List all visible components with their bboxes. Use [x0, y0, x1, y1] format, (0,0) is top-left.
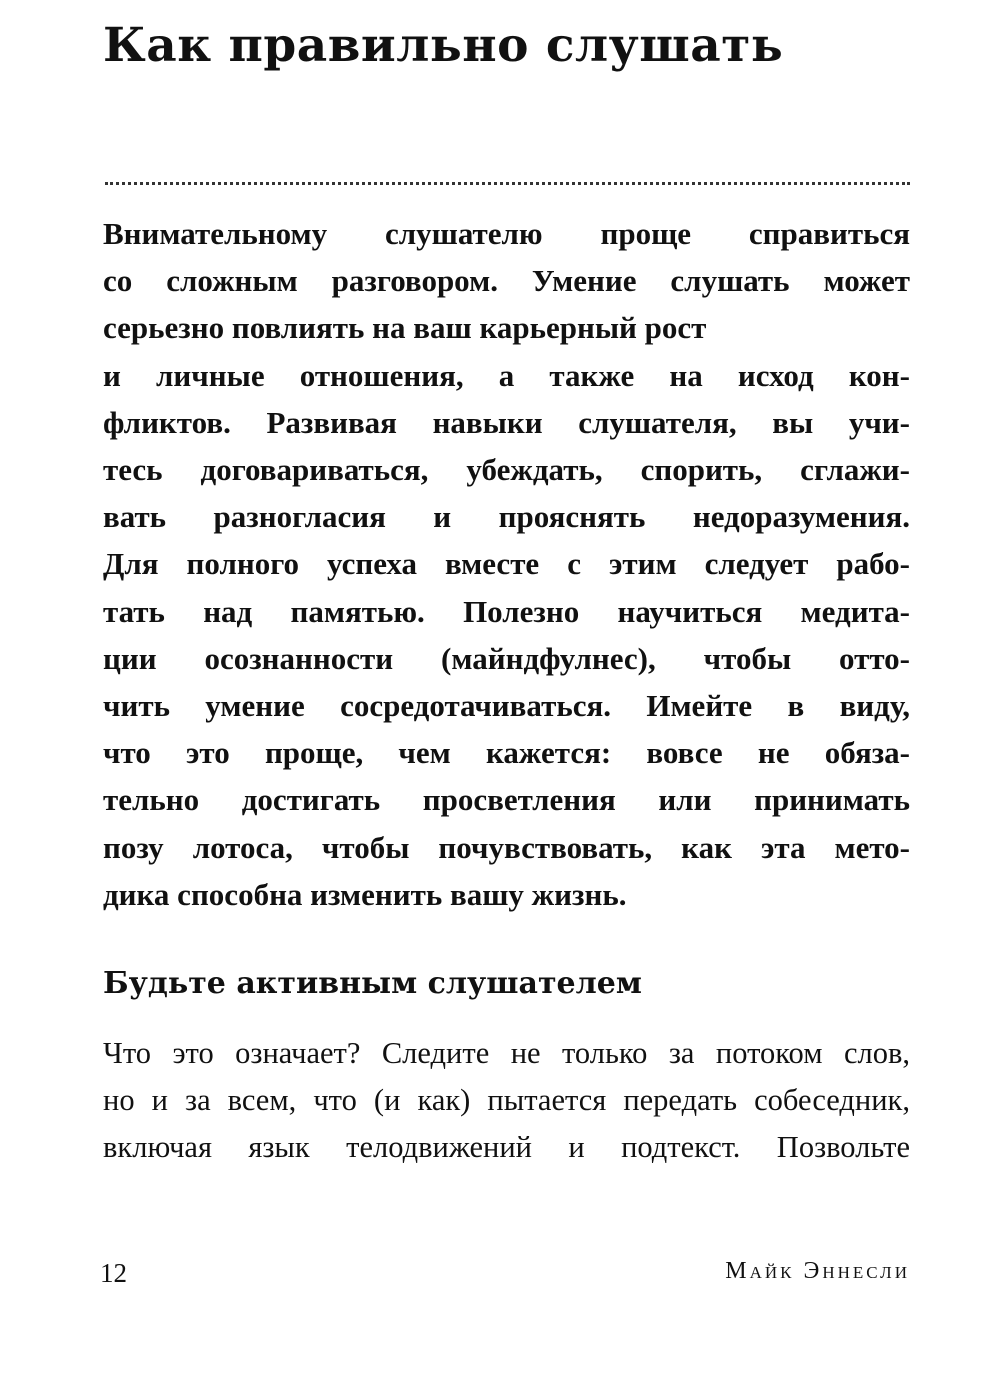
text-line: Внимательному слушателю проще справиться	[103, 216, 910, 251]
text-line: позу лотоса, чтобы почувствовать, как эта мето-	[103, 829, 910, 865]
text-line: Для полного успеха вместе с этим следует рабо-	[103, 546, 910, 582]
text-line: чить умение сосредотачиваться. Имейте в виду,	[103, 688, 910, 724]
text-line: со сложным разговором. Умение слушать может	[103, 263, 910, 299]
text-line: тать над памятью. Полезно научиться медита-	[103, 593, 910, 629]
text-line: включая язык телодвижений и подтекст. Позвольте	[103, 1130, 910, 1164]
page-number: 12	[100, 1258, 127, 1288]
intro-paragraph	[103, 210, 910, 918]
section-heading: Будьте активным слушателем	[103, 966, 642, 1001]
text-line: дика способна изменить вашу жизнь.	[103, 876, 627, 912]
section-paragraph	[103, 1030, 910, 1171]
running-footer-author: Майк Эннесли	[725, 1258, 910, 1284]
chapter-title: Как правильно слушать	[103, 18, 784, 73]
text-line: что это проще, чем кажется: вовсе не обяза-	[103, 735, 910, 771]
text-line: серьезно повлиять на ваш карьерный рост	[103, 310, 707, 346]
text-line: тесь договариваться, убеждать, спорить, сглажи-	[103, 452, 910, 488]
text-line: фликтов. Развивая навыки слушателя, вы учи-	[103, 404, 910, 440]
text-line: тельно достигать просветления или принимать	[103, 782, 910, 818]
text-line: и личные отношения, а также на исход кон-	[103, 357, 910, 393]
text-line: ции осознанности (майндфулнес), чтобы отто-	[103, 640, 910, 676]
text-line: вать разногласия и прояснять недоразумения.	[103, 499, 910, 535]
dotted-divider	[105, 182, 910, 185]
text-line: но и за всем, что (и как) пытается передать собеседник,	[103, 1083, 910, 1117]
text-line: Что это означает? Следите не только за потоком слов,	[103, 1036, 910, 1070]
